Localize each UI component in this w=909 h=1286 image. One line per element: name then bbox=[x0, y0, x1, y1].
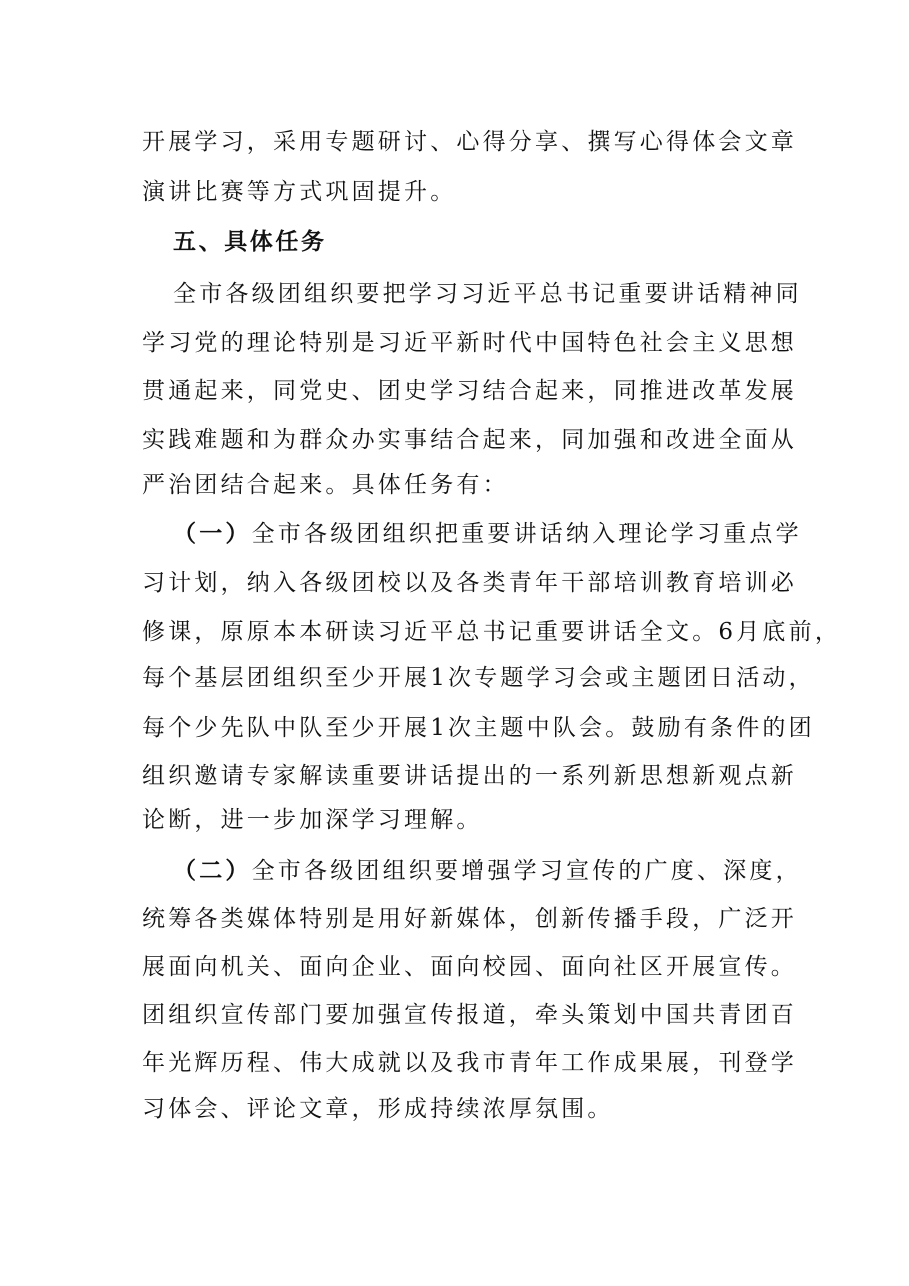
paragraph-line: 每个少先队中队至少开展1次主题中队会。鼓励有条件的团 bbox=[142, 715, 815, 741]
paragraph-line: 组织邀请专家解读重要讲话提出的一系列新思想新观点新 bbox=[142, 763, 797, 789]
item-text: 全市各级团组织把重要讲话纳入理论学习重点学 bbox=[251, 521, 802, 547]
paragraph-line: 展面向机关、面向企业、面向校园、面向社区开展宣传。 bbox=[142, 954, 797, 980]
item-text: 全市各级团组织要增强学习宣传的广度、深度， bbox=[251, 858, 802, 884]
paragraph-line: 修课，原原本本研读习近平总书记重要讲话全文。6月底前， bbox=[142, 619, 842, 645]
paragraph-line: 开展学习，采用专题研讨、心得分享、撰写心得体会文章 bbox=[142, 129, 797, 155]
paragraph-line: 论断，进一步加深学习理解。 bbox=[142, 807, 483, 833]
paragraph-line: 演讲比赛等方式巩固提升。 bbox=[142, 179, 457, 205]
paragraph-line: 统筹各类媒体特别是用好新媒体，创新传播手段，广泛开 bbox=[142, 906, 797, 932]
paragraph-line: 贯通起来，同党史、团史学习结合起来，同推进改革发展 bbox=[142, 378, 797, 404]
item-line bbox=[173, 519, 802, 549]
paragraph-line: 全市各级团组织要把学习习近平总书记重要讲话精神同 bbox=[173, 281, 802, 307]
section-heading: 五、具体任务 bbox=[173, 229, 327, 255]
paragraph-line: 团组织宣传部门要加强宣传报道，牵头策划中国共青团百 bbox=[142, 1002, 797, 1028]
paragraph-line: 学习党的理论特别是习近平新时代中国特色社会主义思想 bbox=[142, 330, 797, 356]
item-line bbox=[173, 856, 802, 886]
paragraph-line: 每个基层团组织至少开展1次专题学习会或主题团日活动， bbox=[142, 665, 815, 691]
item-number: （二） bbox=[173, 858, 252, 884]
paragraph-line: 习计划，纳入各级团校以及各类青年干部培训教育培训必 bbox=[142, 570, 797, 596]
item-number: （一） bbox=[173, 521, 252, 547]
paragraph-line: 严治团结合起来。具体任务有： bbox=[142, 472, 509, 498]
paragraph-line: 实践难题和为群众办实事结合起来，同加强和改进全面从 bbox=[142, 427, 797, 453]
paragraph-line: 习体会、评论文章，形成持续浓厚氛围。 bbox=[142, 1096, 614, 1122]
paragraph-line: 年光辉历程、伟大成就以及我市青年工作成果展，刊登学 bbox=[142, 1050, 797, 1076]
